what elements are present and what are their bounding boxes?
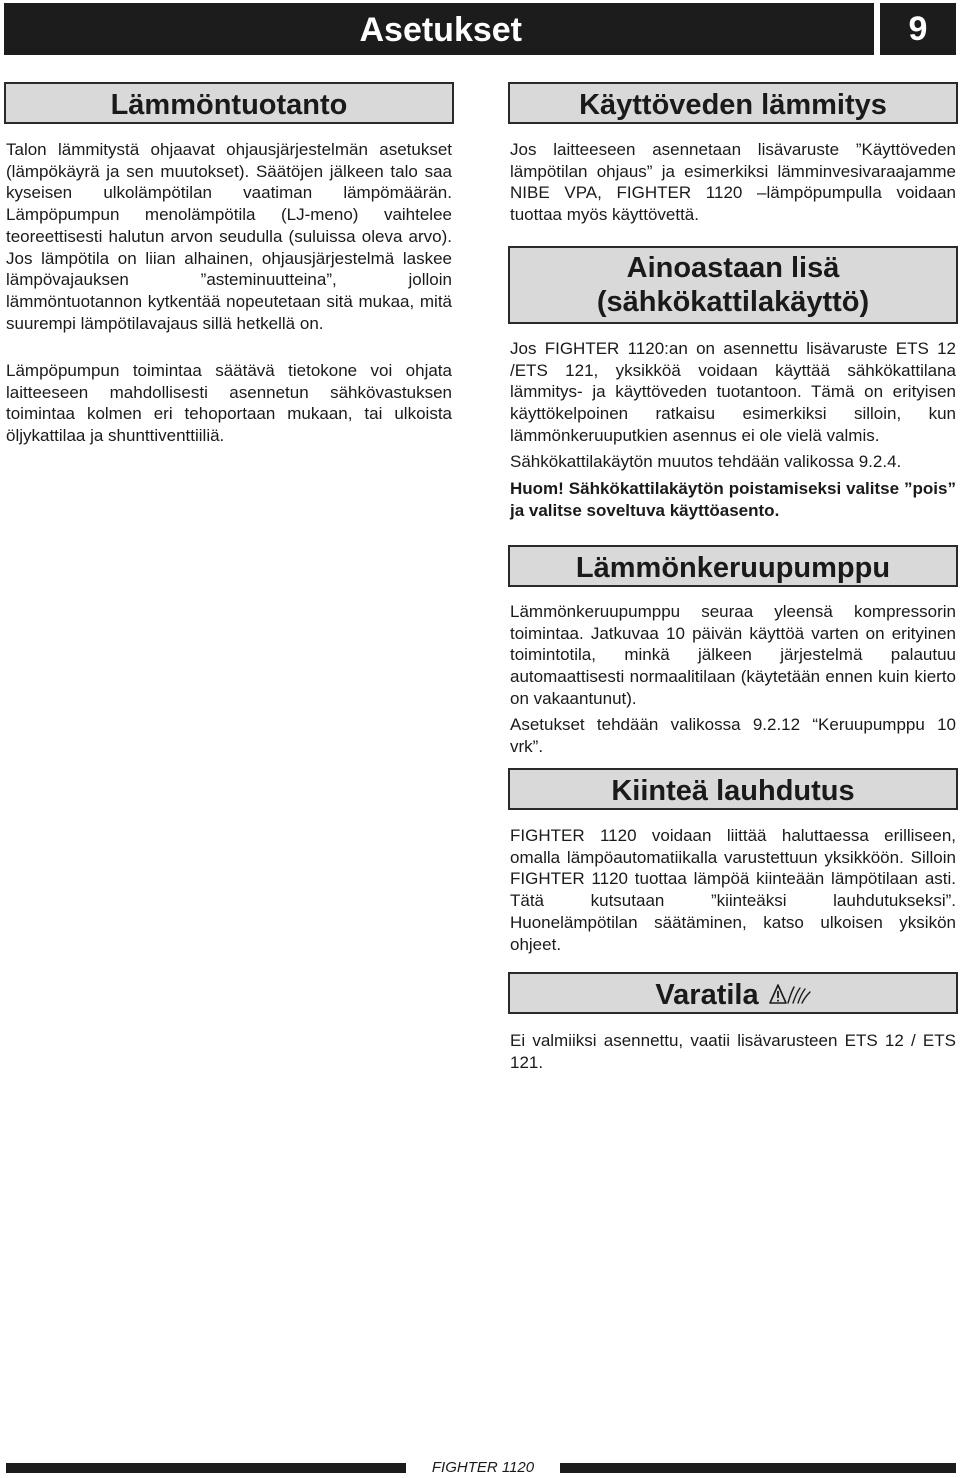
heading-text: Kiinteä lauhdutus (611, 775, 855, 807)
heading-lammontuotanto (4, 82, 454, 124)
paragraph-ainoastaan-note: Huom! Sähkökattilakäytön poistamiseksi valitse ”pois” ja valitse soveltuva käyttöasento. (510, 479, 956, 520)
heading-lauhdutus (508, 768, 958, 810)
warning-hand-icon (769, 982, 811, 1008)
paragraph-lauhdutus: FIGHTER 1120 voidaan liittää haluttaessa erilliseen, omalla lämpöautomatiikalla varustettuun yksikköön. Silloin FIGHTER 1120 tuottaa lämpöä kiinteään lämpötilaan asti. Tätä kutsutaan ”kiinteäksi lauhdutukseksi”. Huonelämpötilan säätäminen, katso ulkoisen yksikön ohjeet. (510, 826, 956, 954)
footer-bar-right (560, 1463, 956, 1473)
heading-kayttovesi (508, 82, 958, 124)
heading-line-2: (sähkökattilakäyttö) (596, 286, 870, 318)
paragraph-keruupumppu-1: Lämmönkeruupumppu seuraa yleensä kompressorin toimintaa. Jatkuvaa 10 päivän käyttöä varten on erityinen toimintotila, minkä jälkeen järjestelmä palautuu automaattisesti normaalitilaan (käytetään ennen kuin kierto on vakaantunut). (510, 602, 956, 708)
heading-text: Lämmönkeruupumppu (575, 552, 891, 584)
paragraph-varatila: Ei valmiiksi asennettu, vaatii lisävarusteen ETS 12 / ETS 121. (510, 1031, 956, 1072)
heading-ainoastaan (508, 246, 958, 324)
paragraph-ainoastaan-1: Jos FIGHTER 1120:an on asennettu lisävaruste ETS 12 /ETS 121, yksikköä voidaan käyttää sähkökattilana lämmitys- ja käyttöveden tuotantoon. Tämä on erityisen käyttökelpoinen ratkaisu esimerkiksi silloin, kun lämmönkeruuputkien asennus ei ole vielä valmis. (510, 339, 956, 445)
paragraph-keruupumppu-2: Asetukset tehdään valikossa 9.2.12 “Keruupumppu 10 vrk”. (510, 715, 956, 756)
heading-text: Varatila (655, 979, 759, 1011)
paragraph-lammontuotanto-2: Lämpöpumpun toimintaa säätävä tietokone voi ohjata laitteeseen mahdollisesti asennetun sähkövastuksen toimintaa kolmen eri tehoportaan mukaan, tai ulkoista öljykattilaa ja shunttiventtiiliä. (6, 361, 452, 446)
footer-label: FIGHTER 1120 (431, 1459, 535, 1476)
heading-text: Käyttöveden lämmitys (579, 89, 887, 121)
heading-keruupumppu (508, 545, 958, 587)
paragraph-ainoastaan-2: Sähkökattilakäytön muutos tehdään valikossa 9.2.4. (510, 452, 902, 471)
heading-line-1: Ainoastaan lisä (626, 252, 840, 284)
page-number: 9 (880, 3, 956, 55)
footer-bar-left (6, 1463, 406, 1473)
paragraph-lammontuotanto-1: Talon lämmitystä ohjaavat ohjausjärjestelmän asetukset (lämpökäyrä ja sen muutokset). Säätöjen jälkeen talo saa kyseisen ulkolämpötilan vaatiman lämpömäärän. Lämpöpumpun menolämpötila (LJ-meno) vaihtelee teoreettisesti halutun arvon seudulla (suluissa oleva arvo). Jos lämpötila on liian alhainen, ohjausjärjestelmä laskee lämpövajauksen ”asteminuutteina”, jolloin lämmöntuotannon kytkentää nopeutetaan sitä mukaa, mitä suurempi lämpötilavajaus sillä hetkellä on. (6, 140, 452, 333)
header-bar (4, 3, 874, 55)
heading-varatila (508, 972, 958, 1014)
heading-text: Lämmöntuotanto (110, 89, 348, 121)
page-title: Asetukset (359, 11, 522, 49)
paragraph-kayttovesi: Jos laitteeseen asennetaan lisävaruste ”Käyttöveden lämpötilan ohjaus” ja esimerkiksi lämminvesivaraajamme NIBE VPA, FIGHTER 1120 –lämpöpumpulla voidaan tuottaa myös käyttövettä. (510, 140, 956, 225)
